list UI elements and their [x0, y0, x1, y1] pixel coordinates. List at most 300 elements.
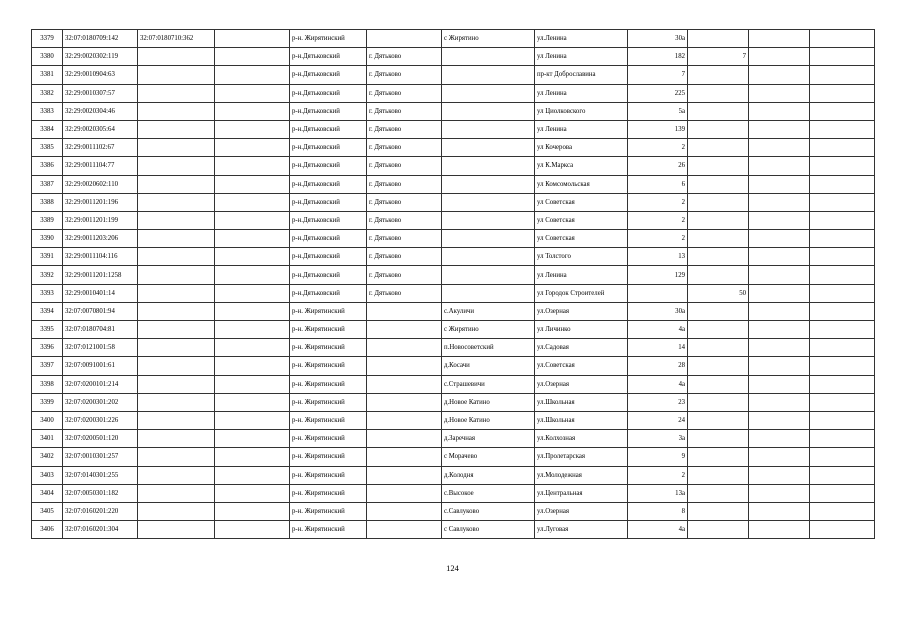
row-number-cell: 3390 [32, 230, 63, 248]
building-number-cell: 4а [628, 375, 688, 393]
cadastral-number-cell: 32:29:0010307:57 [63, 84, 138, 102]
street-cell: ул Городок Строителей [535, 284, 628, 302]
block-number-cell [688, 393, 749, 411]
district-cell: р-н.Дятьковский [290, 157, 367, 175]
row-number-cell: 3400 [32, 411, 63, 429]
street-cell: ул Личинко [535, 321, 628, 339]
settlement-cell [442, 84, 535, 102]
empty-cell [810, 84, 875, 102]
empty-cell [215, 120, 290, 138]
building-number-cell: 28 [628, 357, 688, 375]
extra-cell [749, 157, 810, 175]
table-row [32, 448, 875, 466]
related-cadastral-number-cell [138, 411, 215, 429]
settlement-cell [442, 284, 535, 302]
extra-cell [749, 193, 810, 211]
extra-cell [749, 448, 810, 466]
district-cell: р-н. Жирятинский [290, 430, 367, 448]
building-number-cell: 2 [628, 139, 688, 157]
district-cell: р-н. Жирятинский [290, 321, 367, 339]
empty-cell [215, 193, 290, 211]
table-row [32, 357, 875, 375]
table-row [32, 139, 875, 157]
empty-cell [810, 502, 875, 520]
empty-cell [810, 248, 875, 266]
empty-cell [810, 375, 875, 393]
street-cell: ул.Молодежная [535, 466, 628, 484]
empty-cell [215, 321, 290, 339]
cadastral-number-cell: 32:07:0180704:81 [63, 321, 138, 339]
block-number-cell [688, 484, 749, 502]
empty-cell [810, 193, 875, 211]
extra-cell [749, 211, 810, 229]
extra-cell [749, 302, 810, 320]
street-cell: ул.Школьная [535, 393, 628, 411]
building-number-cell: 7 [628, 66, 688, 84]
extra-cell [749, 521, 810, 539]
district-cell: р-н. Жирятинский [290, 393, 367, 411]
street-cell: ул Советская [535, 211, 628, 229]
empty-cell [810, 284, 875, 302]
block-number-cell [688, 193, 749, 211]
cadastral-number-cell: 32:07:0200501:120 [63, 430, 138, 448]
related-cadastral-number-cell [138, 157, 215, 175]
extra-cell [749, 230, 810, 248]
building-number-cell: 139 [628, 120, 688, 138]
empty-cell [810, 466, 875, 484]
block-number-cell [688, 302, 749, 320]
settlement-cell: с.Высокое [442, 484, 535, 502]
building-number-cell: 26 [628, 157, 688, 175]
empty-cell [215, 284, 290, 302]
extra-cell [749, 502, 810, 520]
row-number-cell: 3397 [32, 357, 63, 375]
table-row [32, 302, 875, 320]
extra-cell [749, 248, 810, 266]
row-number-cell: 3393 [32, 284, 63, 302]
empty-cell [810, 448, 875, 466]
row-number-cell: 3402 [32, 448, 63, 466]
building-number-cell: 225 [628, 84, 688, 102]
extra-cell [749, 66, 810, 84]
city-cell: г. Дятьково [367, 266, 442, 284]
empty-cell [215, 466, 290, 484]
street-cell: ул.Озерная [535, 375, 628, 393]
block-number-cell [688, 411, 749, 429]
empty-cell [810, 266, 875, 284]
city-cell [367, 393, 442, 411]
settlement-cell: с.Савлуково [442, 502, 535, 520]
empty-cell [215, 266, 290, 284]
settlement-cell: д.Заречная [442, 430, 535, 448]
table-row [32, 84, 875, 102]
city-cell: г. Дятьково [367, 193, 442, 211]
block-number-cell [688, 66, 749, 84]
table-body [32, 30, 875, 539]
block-number-cell [688, 430, 749, 448]
related-cadastral-number-cell [138, 211, 215, 229]
settlement-cell [442, 266, 535, 284]
table-row [32, 466, 875, 484]
settlement-cell: с Морачево [442, 448, 535, 466]
empty-cell [215, 375, 290, 393]
district-cell: р-н. Жирятинский [290, 339, 367, 357]
street-cell: ул.Советская [535, 357, 628, 375]
empty-cell [215, 30, 290, 48]
related-cadastral-number-cell [138, 375, 215, 393]
cadastral-number-cell: 32:07:0010301:257 [63, 448, 138, 466]
empty-cell [810, 211, 875, 229]
district-cell: р-н.Дятьковский [290, 102, 367, 120]
settlement-cell: д.Новое Катино [442, 411, 535, 429]
row-number-cell: 3382 [32, 84, 63, 102]
district-cell: р-н. Жирятинский [290, 375, 367, 393]
city-cell: г. Дятьково [367, 284, 442, 302]
district-cell: р-н.Дятьковский [290, 266, 367, 284]
row-number-cell: 3388 [32, 193, 63, 211]
street-cell: ул Толстого [535, 248, 628, 266]
cadastral-number-cell: 32:07:0070801:94 [63, 302, 138, 320]
city-cell [367, 357, 442, 375]
related-cadastral-number-cell [138, 139, 215, 157]
cadastral-number-cell: 32:29:0011203:206 [63, 230, 138, 248]
building-number-cell: 2 [628, 211, 688, 229]
block-number-cell [688, 230, 749, 248]
district-cell: р-н. Жирятинский [290, 484, 367, 502]
block-number-cell: 7 [688, 48, 749, 66]
table-row [32, 175, 875, 193]
street-cell: ул Кочерова [535, 139, 628, 157]
empty-cell [215, 521, 290, 539]
cadastral-number-cell: 32:29:0011102:67 [63, 139, 138, 157]
empty-cell [810, 175, 875, 193]
related-cadastral-number-cell [138, 302, 215, 320]
city-cell: г. Дятьково [367, 175, 442, 193]
settlement-cell [442, 48, 535, 66]
cadastral-number-cell: 32:07:0121001:58 [63, 339, 138, 357]
related-cadastral-number-cell [138, 266, 215, 284]
extra-cell [749, 375, 810, 393]
cadastral-number-cell: 32:29:0020304:46 [63, 102, 138, 120]
district-cell: р-н.Дятьковский [290, 230, 367, 248]
row-number-cell: 3399 [32, 393, 63, 411]
city-cell: г. Дятьково [367, 230, 442, 248]
table-row [32, 411, 875, 429]
building-number-cell: 8 [628, 502, 688, 520]
related-cadastral-number-cell [138, 466, 215, 484]
empty-cell [215, 448, 290, 466]
row-number-cell: 3383 [32, 102, 63, 120]
building-number-cell: 2 [628, 466, 688, 484]
block-number-cell [688, 321, 749, 339]
city-cell: г. Дятьково [367, 66, 442, 84]
street-cell: ул.Школьная [535, 411, 628, 429]
address-register-table [31, 29, 875, 539]
block-number-cell [688, 448, 749, 466]
settlement-cell [442, 66, 535, 84]
settlement-cell: с Жирятино [442, 30, 535, 48]
related-cadastral-number-cell [138, 193, 215, 211]
settlement-cell: д.Колодня [442, 466, 535, 484]
settlement-cell: с.Акуличи [442, 302, 535, 320]
table-row [32, 339, 875, 357]
related-cadastral-number-cell [138, 502, 215, 520]
cadastral-number-cell: 32:07:0160201:220 [63, 502, 138, 520]
city-cell: г. Дятьково [367, 248, 442, 266]
block-number-cell [688, 102, 749, 120]
row-number-cell: 3405 [32, 502, 63, 520]
city-cell [367, 484, 442, 502]
building-number-cell: 9 [628, 448, 688, 466]
related-cadastral-number-cell [138, 321, 215, 339]
row-number-cell: 3381 [32, 66, 63, 84]
cadastral-number-cell: 32:29:0020602:110 [63, 175, 138, 193]
empty-cell [810, 48, 875, 66]
cadastral-number-cell: 32:29:0011104:116 [63, 248, 138, 266]
cadastral-number-cell: 32:07:0160201:304 [63, 521, 138, 539]
street-cell: ул Циолковского [535, 102, 628, 120]
related-cadastral-number-cell [138, 521, 215, 539]
district-cell: р-н.Дятьковский [290, 175, 367, 193]
table-row [32, 521, 875, 539]
extra-cell [749, 175, 810, 193]
cadastral-number-cell: 32:29:0020305:64 [63, 120, 138, 138]
related-cadastral-number-cell [138, 448, 215, 466]
extra-cell [749, 120, 810, 138]
related-cadastral-number-cell [138, 102, 215, 120]
empty-cell [215, 139, 290, 157]
settlement-cell: с.Страшевичи [442, 375, 535, 393]
row-number-cell: 3395 [32, 321, 63, 339]
empty-cell [810, 120, 875, 138]
district-cell: р-н. Жирятинский [290, 30, 367, 48]
empty-cell [215, 84, 290, 102]
city-cell: г. Дятьково [367, 84, 442, 102]
related-cadastral-number-cell: 32:07:0180710:362 [138, 30, 215, 48]
cadastral-number-cell: 32:29:0010401:14 [63, 284, 138, 302]
cadastral-number-cell: 32:29:0011201:1258 [63, 266, 138, 284]
row-number-cell: 3398 [32, 375, 63, 393]
page-number: 124 [446, 563, 459, 573]
row-number-cell: 3385 [32, 139, 63, 157]
row-number-cell: 3392 [32, 266, 63, 284]
street-cell: ул.Центральная [535, 484, 628, 502]
empty-cell [215, 430, 290, 448]
table-row [32, 120, 875, 138]
city-cell [367, 321, 442, 339]
building-number-cell: 182 [628, 48, 688, 66]
table-row [32, 284, 875, 302]
city-cell [367, 30, 442, 48]
city-cell [367, 302, 442, 320]
table-row [32, 375, 875, 393]
empty-cell [215, 502, 290, 520]
empty-cell [810, 521, 875, 539]
extra-cell [749, 284, 810, 302]
building-number-cell: 30а [628, 30, 688, 48]
table-row [32, 193, 875, 211]
district-cell: р-н. Жирятинский [290, 448, 367, 466]
street-cell: ул Ленина [535, 84, 628, 102]
block-number-cell [688, 466, 749, 484]
city-cell [367, 375, 442, 393]
cadastral-number-cell: 32:07:0200101:214 [63, 375, 138, 393]
block-number-cell [688, 30, 749, 48]
cadastral-number-cell: 32:29:0010904:63 [63, 66, 138, 84]
settlement-cell: с Жирятино [442, 321, 535, 339]
extra-cell [749, 48, 810, 66]
building-number-cell: 3а [628, 430, 688, 448]
building-number-cell: 6 [628, 175, 688, 193]
settlement-cell [442, 175, 535, 193]
block-number-cell [688, 502, 749, 520]
empty-cell [810, 66, 875, 84]
district-cell: р-н.Дятьковский [290, 84, 367, 102]
city-cell [367, 502, 442, 520]
settlement-cell: с Савлуково [442, 521, 535, 539]
extra-cell [749, 484, 810, 502]
empty-cell [215, 248, 290, 266]
empty-cell [215, 411, 290, 429]
extra-cell [749, 84, 810, 102]
table-row [32, 484, 875, 502]
block-number-cell [688, 175, 749, 193]
cadastral-number-cell: 32:07:0200301:226 [63, 411, 138, 429]
cadastral-number-cell: 32:07:0091001:61 [63, 357, 138, 375]
related-cadastral-number-cell [138, 48, 215, 66]
building-number-cell: 30а [628, 302, 688, 320]
district-cell: р-н. Жирятинский [290, 357, 367, 375]
district-cell: р-н. Жирятинский [290, 521, 367, 539]
city-cell: г. Дятьково [367, 102, 442, 120]
extra-cell [749, 393, 810, 411]
related-cadastral-number-cell [138, 339, 215, 357]
block-number-cell [688, 521, 749, 539]
related-cadastral-number-cell [138, 175, 215, 193]
street-cell: ул Комсомольская [535, 175, 628, 193]
building-number-cell: 23 [628, 393, 688, 411]
settlement-cell [442, 230, 535, 248]
row-number-cell: 3380 [32, 48, 63, 66]
city-cell [367, 448, 442, 466]
extra-cell [749, 102, 810, 120]
city-cell [367, 339, 442, 357]
settlement-cell: д.Новое Катино [442, 393, 535, 411]
street-cell: ул Советская [535, 193, 628, 211]
empty-cell [810, 430, 875, 448]
street-cell: ул.Колхозная [535, 430, 628, 448]
settlement-cell [442, 193, 535, 211]
row-number-cell: 3379 [32, 30, 63, 48]
building-number-cell: 2 [628, 193, 688, 211]
block-number-cell [688, 120, 749, 138]
city-cell: г. Дятьково [367, 120, 442, 138]
street-cell: ул.Озерная [535, 302, 628, 320]
related-cadastral-number-cell [138, 66, 215, 84]
row-number-cell: 3391 [32, 248, 63, 266]
extra-cell [749, 411, 810, 429]
settlement-cell [442, 120, 535, 138]
building-number-cell: 2 [628, 230, 688, 248]
district-cell: р-н. Жирятинский [290, 411, 367, 429]
street-cell: ул Ленина [535, 266, 628, 284]
table-row [32, 211, 875, 229]
empty-cell [215, 357, 290, 375]
block-number-cell [688, 375, 749, 393]
table-row [32, 430, 875, 448]
city-cell: г. Дятьково [367, 48, 442, 66]
city-cell [367, 430, 442, 448]
empty-cell [810, 357, 875, 375]
extra-cell [749, 430, 810, 448]
block-number-cell: 50 [688, 284, 749, 302]
building-number-cell: 5а [628, 102, 688, 120]
row-number-cell: 3406 [32, 521, 63, 539]
cadastral-number-cell: 32:07:0050301:182 [63, 484, 138, 502]
row-number-cell: 3389 [32, 211, 63, 229]
district-cell: р-н.Дятьковский [290, 120, 367, 138]
empty-cell [810, 484, 875, 502]
street-cell: ул К.Маркса [535, 157, 628, 175]
related-cadastral-number-cell [138, 430, 215, 448]
table-row [32, 321, 875, 339]
street-cell: ул.Ленина [535, 30, 628, 48]
street-cell: ул.Садовая [535, 339, 628, 357]
related-cadastral-number-cell [138, 120, 215, 138]
district-cell: р-н. Жирятинский [290, 466, 367, 484]
empty-cell [810, 230, 875, 248]
district-cell: р-н.Дятьковский [290, 284, 367, 302]
city-cell [367, 466, 442, 484]
empty-cell [215, 66, 290, 84]
row-number-cell: 3387 [32, 175, 63, 193]
block-number-cell [688, 266, 749, 284]
cadastral-number-cell: 32:07:0200301:202 [63, 393, 138, 411]
settlement-cell [442, 248, 535, 266]
city-cell: г. Дятьково [367, 211, 442, 229]
block-number-cell [688, 157, 749, 175]
building-number-cell: 13а [628, 484, 688, 502]
table-row [32, 66, 875, 84]
empty-cell [810, 102, 875, 120]
related-cadastral-number-cell [138, 284, 215, 302]
street-cell: пр-кт Доброславина [535, 66, 628, 84]
row-number-cell: 3404 [32, 484, 63, 502]
cadastral-number-cell: 32:07:0140301:255 [63, 466, 138, 484]
city-cell [367, 521, 442, 539]
settlement-cell [442, 139, 535, 157]
empty-cell [215, 393, 290, 411]
block-number-cell [688, 211, 749, 229]
district-cell: р-н.Дятьковский [290, 211, 367, 229]
row-number-cell: 3386 [32, 157, 63, 175]
empty-cell [215, 230, 290, 248]
street-cell: ул Ленина [535, 48, 628, 66]
related-cadastral-number-cell [138, 393, 215, 411]
empty-cell [810, 30, 875, 48]
empty-cell [215, 302, 290, 320]
empty-cell [810, 393, 875, 411]
block-number-cell [688, 357, 749, 375]
building-number-cell: 129 [628, 266, 688, 284]
district-cell: р-н. Жирятинский [290, 302, 367, 320]
block-number-cell [688, 339, 749, 357]
building-number-cell: 13 [628, 248, 688, 266]
empty-cell [810, 411, 875, 429]
building-number-cell: 14 [628, 339, 688, 357]
block-number-cell [688, 84, 749, 102]
empty-cell [810, 339, 875, 357]
